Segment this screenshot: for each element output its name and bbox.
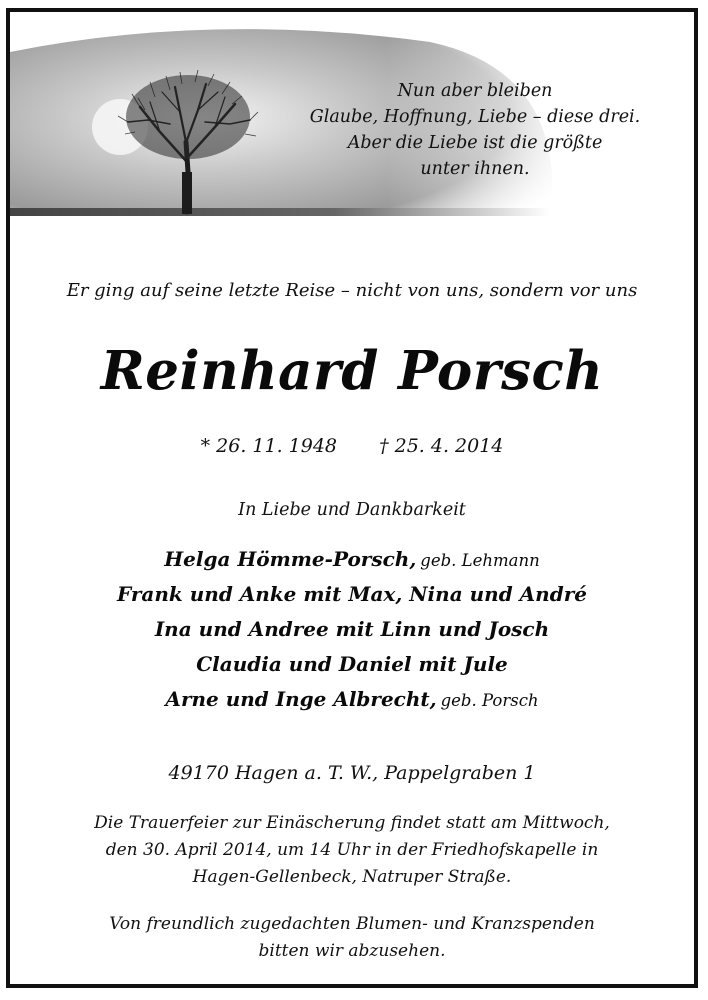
mourner-line [10, 542, 694, 577]
mourner-names: Helga Hömme-Porsch, [164, 547, 417, 571]
intro-line: Er ging auf seine letzte Reise – nicht von uns, sondern vor uns [66, 280, 638, 301]
flowers-note [10, 911, 694, 965]
mourner-line [10, 577, 694, 612]
flowers-line: Von freundlich zugedachten Blumen- und Kranzspenden [109, 914, 595, 934]
flowers-line: bitten wir abzusehen. [258, 941, 446, 961]
mourner-line [10, 647, 694, 682]
verse-line: Glaube, Hoffnung, Liebe – diese drei. [309, 107, 641, 127]
ceremony-line: Hagen-Gellenbeck, Natruper Straße. [192, 867, 512, 887]
ceremony-line: den 30. April 2014, um 14 Uhr in der Friedhofskapelle in [105, 840, 599, 860]
mourners-list [10, 542, 694, 717]
deceased-name: Reinhard Porsch [100, 340, 604, 402]
life-dates [10, 435, 694, 457]
verse-line: Nun aber bleiben [397, 81, 553, 101]
obituary-card [6, 8, 698, 988]
bible-verse [280, 78, 670, 182]
death-date: † 25. 4. 2014 [379, 435, 504, 457]
ceremony-info [10, 810, 694, 891]
ceremony-line: Die Trauerfeier zur Einäscherung findet statt am Mittwoch, [94, 813, 610, 833]
mourner-note: geb. Porsch [440, 691, 539, 710]
birth-date: * 26. 11. 1948 [200, 435, 338, 457]
dedication: In Liebe und Dankbarkeit [238, 500, 466, 520]
mourner-note: geb. Lehmann [420, 551, 540, 570]
mourner-names: Arne und Inge Albrecht, [165, 687, 437, 711]
mourner-line [10, 612, 694, 647]
mourner-names: Frank und Anke mit Max, Nina und André [117, 582, 587, 606]
verse-line: unter ihnen. [420, 159, 530, 179]
mourner-line [10, 682, 694, 717]
family-address: 49170 Hagen a. T. W., Pappelgraben 1 [168, 762, 536, 784]
mourner-names: Claudia und Daniel mit Jule [196, 652, 508, 676]
mourner-names: Ina und Andree mit Linn und Josch [154, 617, 550, 641]
verse-line: Aber die Liebe ist die größte [347, 133, 603, 153]
